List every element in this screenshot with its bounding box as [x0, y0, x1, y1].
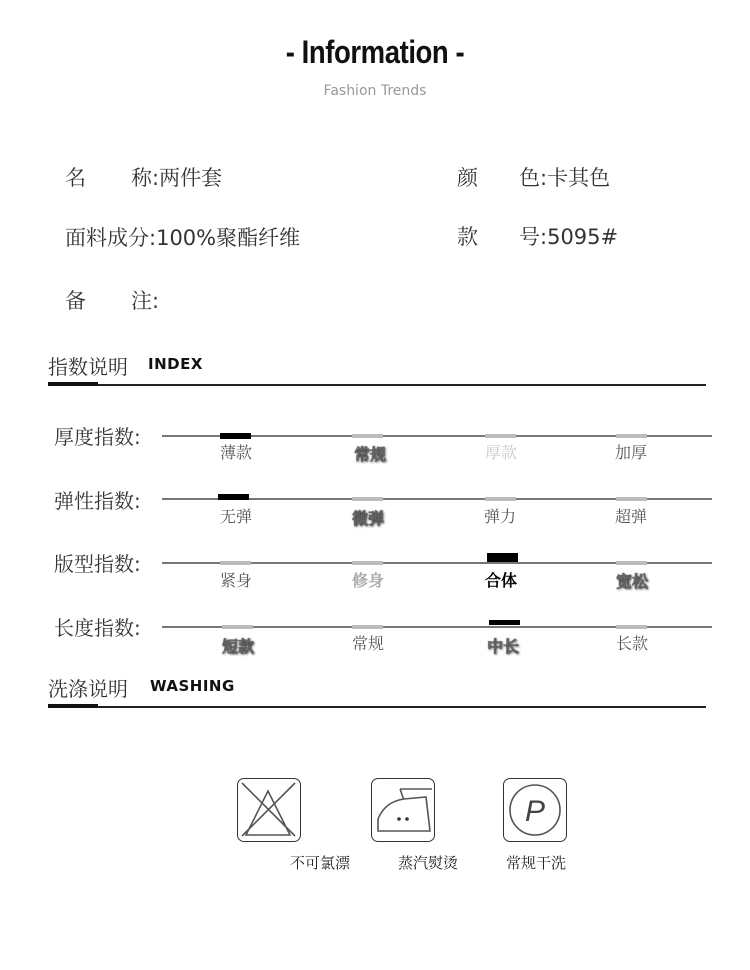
note-label-a: 备 [65, 289, 86, 313]
index-section-title-en: INDEX [148, 355, 203, 373]
style-value: 5095# [547, 225, 619, 249]
thickness-option-thin: 薄款 [219, 443, 252, 462]
length-option-short: 短款 [221, 637, 254, 656]
elasticity-mark-3 [616, 497, 647, 501]
thickness-mark-0 [220, 433, 251, 439]
length-mark-3 [616, 625, 647, 629]
elasticity-option-slight: 微弹 [351, 509, 384, 528]
length-option-mid-long: 中长 [486, 637, 519, 656]
elasticity-option-stretch: 弹力 [483, 507, 516, 526]
elasticity-mark-0 [218, 494, 249, 500]
fit-mark-2 [487, 553, 518, 562]
length-mark-2 [489, 620, 520, 625]
note-label-b: 注: [131, 289, 160, 313]
info-note [65, 285, 159, 315]
color-value: 卡其色 [547, 166, 611, 190]
info-style-number [457, 221, 618, 251]
name-label-a: 名 [65, 166, 86, 190]
fit-option-tight: 紧身 [219, 571, 252, 590]
elasticity-index-label: 弹性指数: [54, 489, 141, 513]
elasticity-option-super: 超弹 [614, 507, 647, 526]
steam-iron-label: 蒸汽熨烫 [397, 854, 458, 872]
elasticity-mark-1 [352, 497, 383, 501]
dry-clean-label: 常规干洗 [505, 854, 566, 872]
page-subtitle: Fashion Trends [323, 83, 427, 99]
fit-option-loose: 宽松 [615, 572, 648, 591]
color-label-a: 颜 [457, 166, 478, 190]
name-value: 两件套 [159, 166, 223, 190]
steam-iron-icon [371, 778, 435, 842]
thickness-option-regular: 常规 [353, 445, 386, 464]
thickness-mark-1 [352, 434, 383, 438]
fit-option-regular: 合体 [484, 571, 517, 590]
thickness-mark-3 [616, 434, 647, 438]
index-divider [48, 384, 706, 386]
style-label-b: 号: [519, 225, 548, 249]
fabric-value: 100%聚酯纤维 [156, 226, 301, 250]
washing-divider [48, 706, 706, 708]
fit-mark-3 [616, 561, 647, 565]
no-bleach-label: 不可氯漂 [289, 854, 350, 872]
thickness-option-thick: 厚款 [484, 443, 517, 462]
elasticity-option-none: 无弹 [219, 507, 252, 526]
length-index-label: 长度指数: [54, 616, 141, 640]
fabric-label: 面料成分: [65, 226, 157, 250]
length-option-long: 长款 [615, 634, 648, 653]
elasticity-mark-2 [485, 497, 516, 501]
dry-clean-p-icon [503, 778, 567, 842]
length-mark-0 [222, 625, 253, 629]
page-title: - Information - [285, 34, 465, 70]
info-fabric [65, 222, 300, 252]
name-label-b: 称: [131, 166, 160, 190]
thickness-option-extra-thick: 加厚 [614, 443, 647, 462]
fit-mark-0 [220, 561, 251, 565]
washing-section-title: 洗涤说明 [48, 677, 128, 701]
fit-index-label: 版型指数: [54, 552, 141, 576]
info-name [65, 162, 222, 192]
thickness-mark-2 [485, 434, 516, 438]
length-option-regular: 常规 [351, 634, 384, 653]
index-divider-accent [48, 382, 98, 386]
thickness-index-label: 厚度指数: [54, 425, 141, 449]
washing-section-title-en: WASHING [150, 677, 235, 695]
index-section-title: 指数说明 [48, 355, 128, 379]
color-label-b: 色: [519, 166, 548, 190]
style-label-a: 款 [457, 225, 478, 249]
length-mark-1 [352, 625, 383, 629]
svg-text:P: P [524, 795, 546, 828]
fit-option-slim: 修身 [351, 571, 384, 590]
info-color [457, 162, 610, 192]
fit-mark-1 [352, 561, 383, 565]
no-bleach-icon [237, 778, 301, 842]
washing-divider-accent [48, 704, 98, 708]
